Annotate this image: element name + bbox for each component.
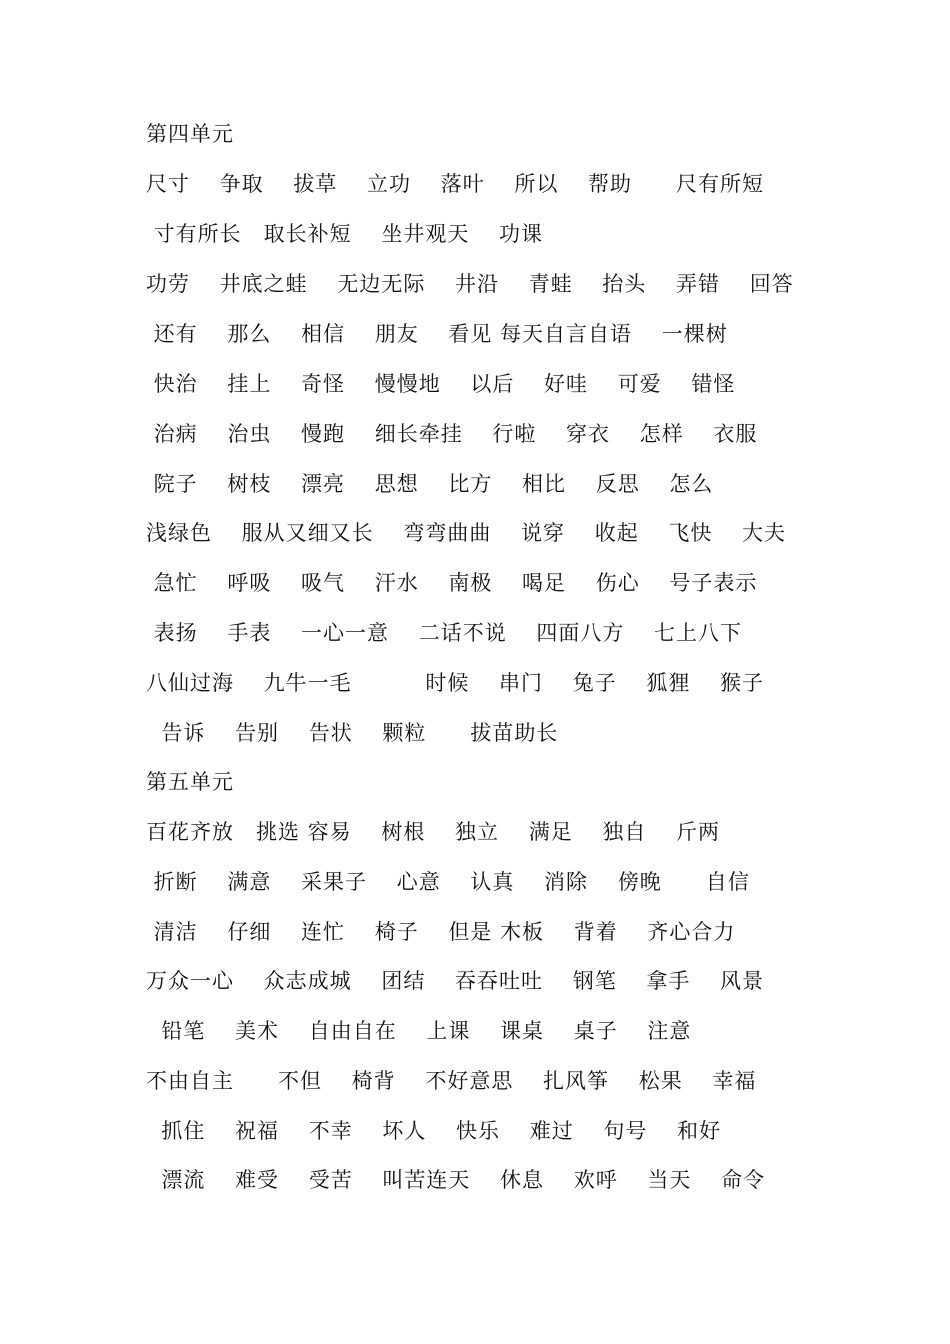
vocab-line: 院子 树枝 漂亮 思想 比方 相比 反思 怎么 — [146, 472, 714, 496]
vocab-line: 折断 满意 采果子 心意 认真 消除 傍晚 自信 — [146, 870, 750, 894]
vocab-line: 功劳 井底之蛙 无边无际 井沿 青蛙 抬头 弄错 回答 — [146, 272, 794, 296]
vocab-line: 告诉 告别 告状 颗粒 拔苗助长 — [146, 721, 559, 745]
unit-heading: 第四单元 — [146, 122, 234, 146]
vocab-line: 表扬 手表 一心一意 二话不说 四面八方 七上八下 — [146, 621, 743, 645]
vocab-line: 铅笔 美术 自由自在 上课 课桌 桌子 注意 — [146, 1019, 692, 1043]
vocab-line: 尺寸 争取 拔草 立功 落叶 所以 帮助 尺有所短 — [146, 172, 765, 196]
vocab-line: 快治 挂上 奇怪 慢慢地 以后 好哇 可爱 错怪 — [146, 372, 736, 396]
vocab-line: 急忙 呼吸 吸气 汗水 南极 喝足 伤心 号子表示 — [146, 571, 758, 595]
vocab-line: 寸有所长 取长补短 坐井观天 功课 — [146, 222, 544, 246]
vocab-line: 浅绿色 服从又细又长 弯弯曲曲 说穿 收起 飞快 大夫 — [146, 521, 787, 545]
vocab-line: 万众一心 众志成城 团结 吞吞吐吐 钢笔 拿手 风景 — [146, 969, 765, 993]
vocab-line: 百花齐放 挑选 容易 树根 独立 满足 独自 斤两 — [146, 820, 721, 844]
vocab-line: 清洁 仔细 连忙 椅子 但是 木板 背着 齐心合力 — [146, 920, 736, 944]
vocab-line: 不由自主 不但 椅背 不好意思 扎风筝 松果 幸福 — [146, 1069, 757, 1093]
vocab-line: 抓住 祝福 不幸 坏人 快乐 难过 句号 和好 — [146, 1119, 722, 1143]
vocab-line: 还有 那么 相信 朋友 看见 每天自言自语 一棵树 — [146, 322, 728, 346]
vocab-line: 治病 治虫 慢跑 细长牵挂 行啦 穿衣 怎样 衣服 — [146, 422, 758, 446]
vocab-line: 八仙过海 九牛一毛 时候 串门 兔子 狐狸 猴子 — [146, 671, 765, 695]
vocab-line: 漂流 难受 受苦 叫苦连天 休息 欢呼 当天 命令 — [146, 1168, 766, 1192]
unit-heading: 第五单元 — [146, 770, 234, 794]
